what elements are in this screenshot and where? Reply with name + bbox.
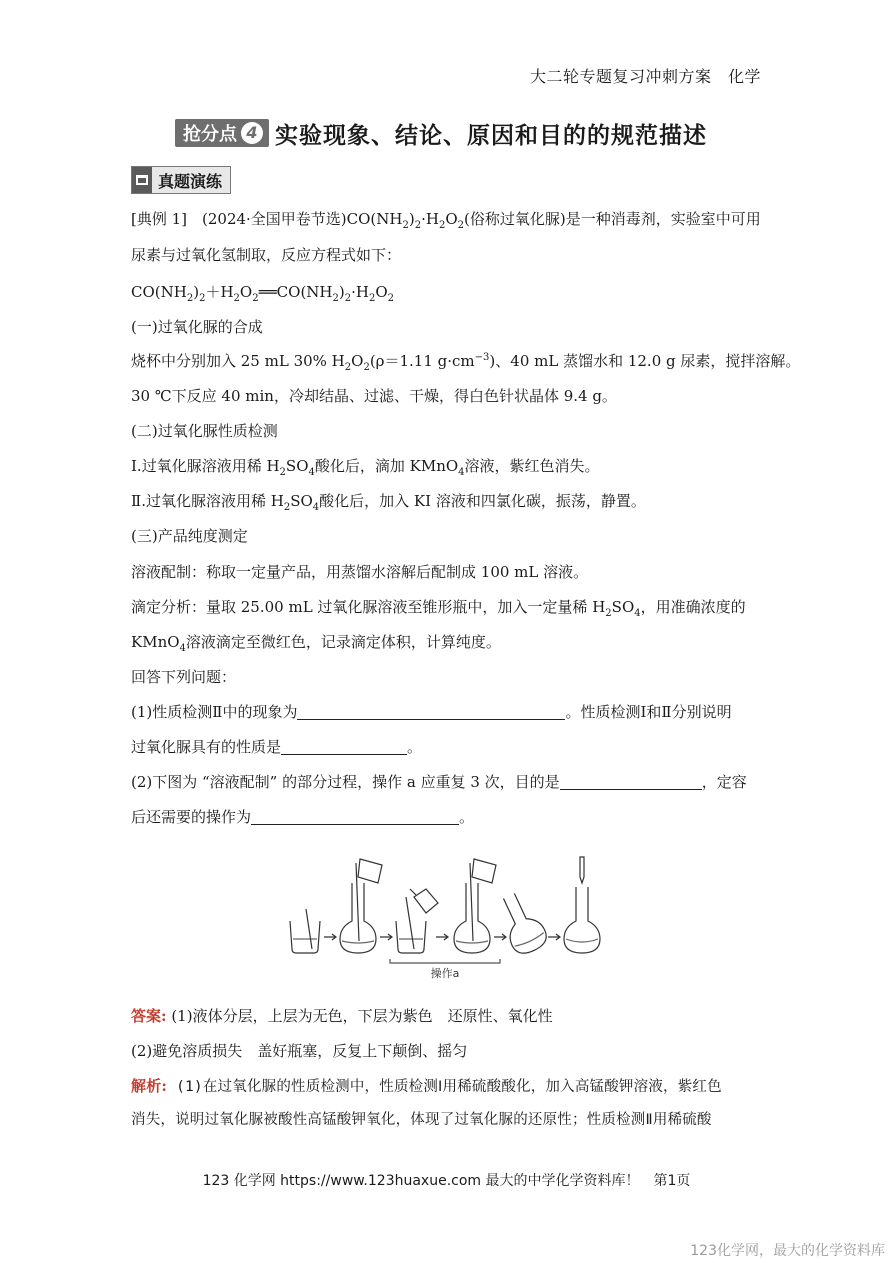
book-icon	[132, 167, 152, 193]
problem-intro: [典例 1] (2024·全国甲卷节选)$CO(NH_2)_2\cdot H_2O_2$(俗称过氧化脲)是一种消毒剂，实验室中可用	[131, 210, 761, 231]
answer-line-2: (2)避免溶质损失 盖好瓶塞，反复上下颠倒、摇匀	[131, 1042, 468, 1060]
test-2: Ⅱ.过氧化脲溶液用稀 $H_2SO_4$酸化后，加入 KI 溶液和四氯化碳，振荡，静置。	[131, 492, 646, 513]
page-header: 大二轮专题复习冲刺方案 化学	[529, 67, 761, 86]
beaker-icon	[396, 889, 438, 953]
answer-line-1: 答案: (1)液体分层，上层为无色，下层为紫色 还原性、氧化性	[131, 1007, 553, 1025]
badge-label: 抢分点	[183, 124, 237, 145]
part-1-heading: (一)过氧化脲的合成	[131, 318, 263, 336]
dropper-icon	[580, 857, 584, 883]
volumetric-flask-icon	[564, 857, 600, 953]
part-3-line-3: KMnO$_4$溶液滴定至微红色，记录滴定体积，计算纯度。	[131, 633, 501, 654]
part-3-heading: (三)产品纯度测定	[131, 527, 248, 545]
answer-blank-2[interactable]	[281, 738, 407, 755]
reaction-equation: $CO(NH_2)_2+H_2O_2══CO(NH_2)_2\cdot H_2O_2$	[131, 283, 395, 304]
arrow-icon	[436, 934, 448, 940]
beaker-icon	[290, 909, 320, 953]
page-footer: 123 化学网 https://www.123huaxue.com 最大的中学化学资料库！ 第1页	[202, 1173, 691, 1189]
answer-blank-3[interactable]	[560, 773, 702, 790]
page-title: 实验现象、结论、原因和目的的规范描述	[275, 122, 707, 149]
answer-blank-4[interactable]	[251, 808, 459, 825]
swirl-flask-icon	[493, 888, 551, 958]
arrow-icon	[380, 934, 392, 940]
part-3-line-1: 溶液配制：称取一定量产品，用蒸馏水溶解后配制成 100 mL 溶液。	[131, 563, 589, 581]
question-2-line-2: 后还需要的操作为 。	[131, 808, 475, 826]
part-1-text: 烧杯中分别加入 25 mL 30% $H_2O_2(\rho=1.11$ $g\cdot cm^{-3}$)、40 mL 蒸馏水和 12.0 g 尿素，搅拌溶解。	[131, 352, 801, 373]
section-title-bar	[175, 113, 707, 153]
arrow-icon	[548, 934, 560, 940]
test-1: Ⅰ.过氧化脲溶液用稀 $H_2SO_4$酸化后，滴加 KMnO$_4$溶液，紫红色消失。	[131, 457, 600, 478]
watermark: 123化学网，最大的化学资料库	[690, 1243, 885, 1259]
section-tag	[131, 166, 231, 194]
question-2: (2)下图为 “溶液配制” 的部分过程，操作 a 应重复 3 次，目的是 ，定容	[131, 773, 747, 791]
figure-caption: 操作a	[430, 967, 460, 980]
analysis-label: 解析:	[131, 1077, 168, 1095]
question-1: (1)性质检测Ⅱ中的现象为 。性质检测Ⅰ和Ⅱ分别说明	[131, 703, 732, 721]
question-1-line-2: 过氧化脲具有的性质是 。	[131, 738, 423, 756]
volumetric-flask-icon	[340, 859, 382, 953]
part-3-line-2: 滴定分析：量取 25.00 mL 过氧化脲溶液至锥形瓶中，加入一定量稀 $H_2SO_4$，用准确浓度的	[131, 598, 746, 619]
answer-label: 答案:	[131, 1007, 167, 1025]
answer-blank-1[interactable]	[297, 703, 565, 720]
arrow-icon	[324, 934, 336, 940]
analysis-line-1: 解析: (1)在过氧化脲的性质检测中，性质检测Ⅰ用稀硫酸酸化，加入高锰酸钾溶液，紫红色	[131, 1077, 722, 1095]
volumetric-flask-icon	[454, 859, 496, 953]
solution-preparation-figure	[286, 853, 606, 983]
score-point-badge	[175, 119, 269, 147]
questions-intro: 回答下列问题：	[131, 668, 237, 686]
part-1-text-2: 30 ℃下反应 40 min，冷却结晶、过滤、干燥，得白色针状晶体 9.4 g。	[131, 387, 617, 405]
section-label: 真题演练	[158, 171, 223, 191]
badge-number: 4	[241, 122, 263, 144]
analysis-line-2: 消失，说明过氧化脲被酸性高锰酸钾氧化，体现了过氧化脲的还原性；性质检测Ⅱ用稀硫酸	[131, 1112, 712, 1128]
problem-line-2: 尿素与过氧化氢制取，反应方程式如下：	[131, 246, 402, 264]
part-2-heading: (二)过氧化脲性质检测	[131, 422, 278, 440]
arrow-icon	[494, 934, 506, 940]
